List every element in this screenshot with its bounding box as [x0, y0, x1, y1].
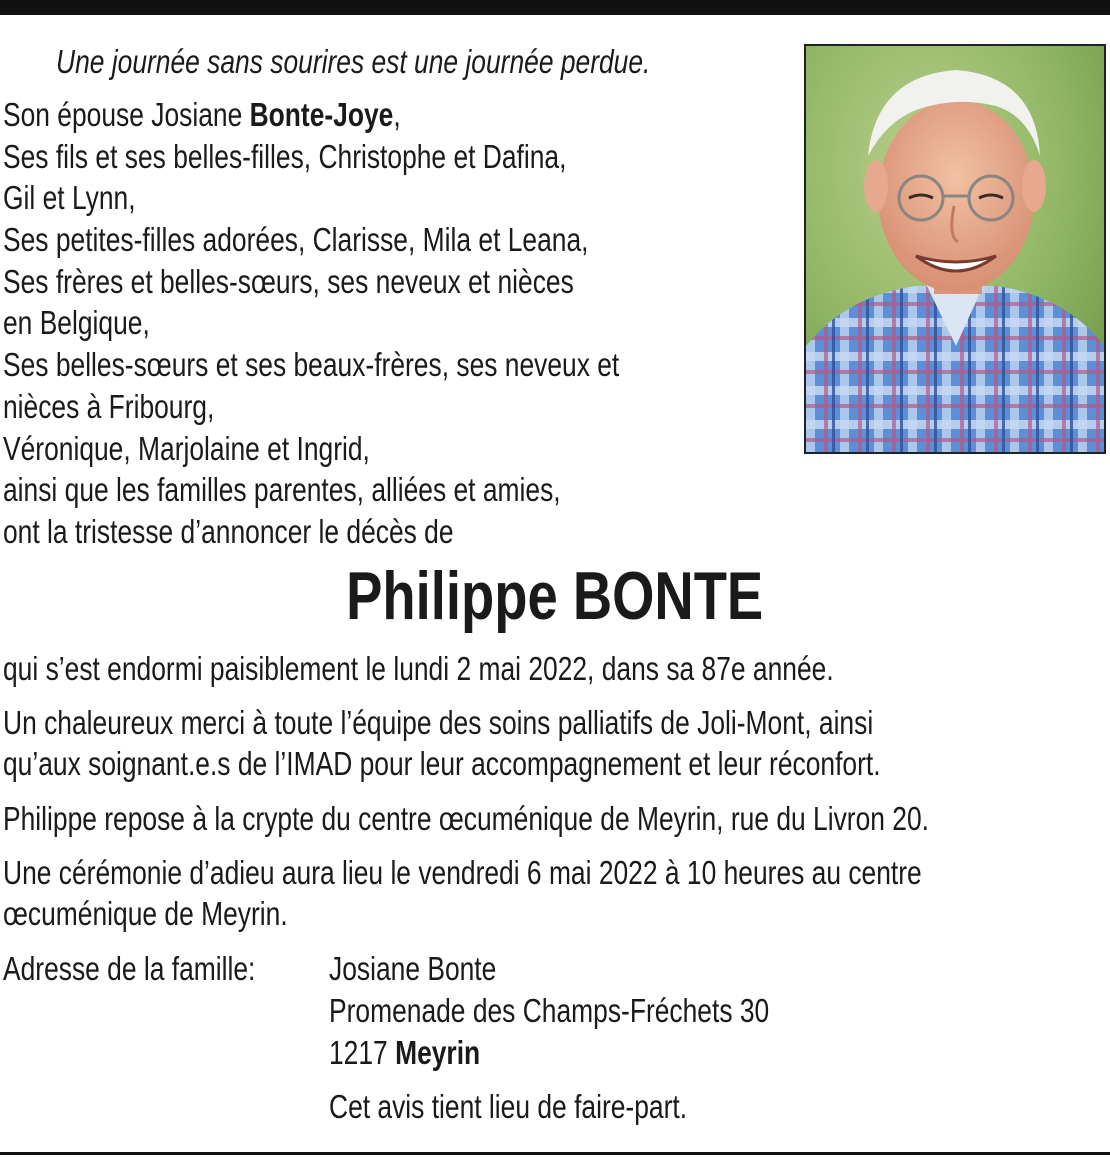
paragraph-text: Un chaleureux merci à toute l’équipe des soins palliatifs de Joli-Mont, ainsi: [3, 704, 874, 741]
paragraph-text: qui s’est endormi paisiblement le lundi 2 mai 2022, dans sa 87e année.: [3, 650, 834, 687]
family-line: [3, 136, 773, 178]
motto: [56, 42, 799, 82]
family-line: [3, 94, 773, 136]
motto-text: Une journée sans sourires est une journée perdue.: [56, 43, 651, 80]
paragraph-death: [3, 648, 1041, 689]
address-name: [329, 948, 879, 990]
paragraph-line: [3, 893, 1110, 934]
family-line: [3, 261, 773, 303]
family-line-text: Véronique, Marjolaine et Ingrid,: [3, 429, 370, 467]
family-line-text: Son épouse Josiane: [3, 96, 250, 133]
family-line: [3, 219, 773, 261]
address-block: [329, 948, 879, 1074]
family-line-text: en Belgique,: [3, 304, 150, 342]
paragraph-thanks: [3, 702, 1100, 784]
family-line-text: Gil et Lynn,: [3, 179, 136, 217]
portrait-illustration: [806, 46, 1104, 452]
paragraph-line: [3, 702, 1100, 743]
address-street: [329, 990, 879, 1032]
family-line: [3, 302, 773, 344]
notice: [329, 1087, 777, 1127]
notice-text: Cet avis tient lieu de faire-part.: [329, 1088, 688, 1125]
paragraph-line: [3, 798, 1110, 839]
address-city-name: Meyrin: [395, 1034, 481, 1071]
family-line: [3, 511, 773, 553]
address-name-text: Josiane Bonte: [329, 950, 497, 987]
family-line-text: Ses frères et belles-sœurs, ses neveux et nièces: [3, 262, 574, 300]
family-line-text: Ses belles-sœurs et ses beaux-frères, ses neveux et: [3, 346, 620, 384]
family-line: [3, 428, 773, 470]
top-rule: [0, 0, 1110, 15]
family-line-punct: ,: [393, 96, 401, 133]
paragraph-rest: [3, 798, 1110, 839]
family-line: [3, 386, 773, 428]
paragraph-text: Philippe repose à la crypte du centre œcuménique de Meyrin, rue du Livron 20.: [3, 800, 929, 837]
address-postcode: 1217: [329, 1034, 396, 1071]
address-label: [3, 948, 318, 990]
address-street-text: Promenade des Champs-Fréchets 30: [329, 992, 770, 1029]
portrait-photo: [804, 44, 1106, 454]
paragraph-line: [3, 743, 1100, 784]
address-city: [329, 1032, 879, 1074]
family-line-text: nièces à Fribourg,: [3, 387, 215, 425]
spouse-surname: Bonte-Joye: [249, 96, 394, 133]
paragraph-text: qu’aux soignant.e.s de l’IMAD pour leur accompagnement et leur réconfort.: [3, 745, 881, 782]
family-line-text: ont la tristesse d’annoncer le décès de: [3, 512, 454, 550]
family-line: [3, 469, 773, 511]
family-line-text: ainsi que les familles parentes, alliées et amies,: [3, 471, 561, 509]
paragraph-text: Une cérémonie d’adieu aura lieu le vendredi 6 mai 2022 à 10 heures au centre: [3, 854, 922, 891]
address-label-text: Adresse de la famille:: [3, 950, 256, 987]
paragraph-line: [3, 648, 1041, 689]
family-line: [3, 344, 773, 386]
deceased-name: [0, 556, 1110, 636]
paragraph-line: [3, 852, 1110, 893]
paragraph-ceremony: [3, 852, 1110, 934]
family-line: [3, 177, 773, 219]
deceased-name-text: Philippe BONTE: [346, 558, 764, 634]
family-list: [3, 94, 773, 553]
family-line-text: Ses fils et ses belles-filles, Christophe et Dafina,: [3, 137, 567, 175]
bottom-rule: [0, 1152, 1110, 1155]
family-line-text: Ses petites-filles adorées, Clarisse, Mila et Leana,: [3, 221, 589, 259]
paragraph-text: œcuménique de Meyrin.: [3, 895, 288, 932]
